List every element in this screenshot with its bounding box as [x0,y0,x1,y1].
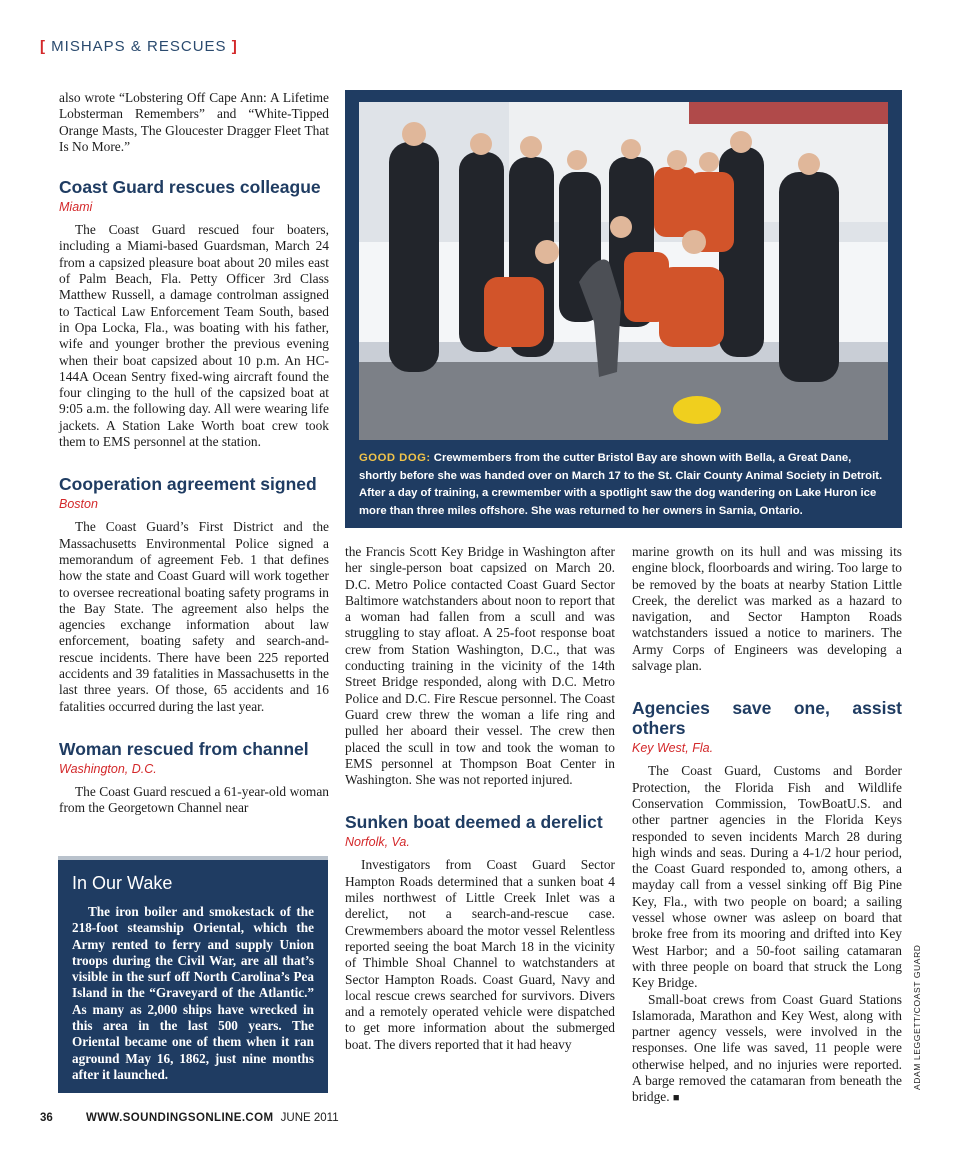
photo-caption [359,450,891,520]
bracket-close: ] [231,38,238,55]
in-our-wake-body: The iron boiler and smokestack of the 218-foot steamship Oriental, which the Army rented to ferry and supply Union troops during the Civil War, are all that’s visible in the surf off North Carolina’s Pea Island in the “Graveyard of the Atlantic.” As many as 2,000 ships have wrecked in this area in the last 500 years. The Oriental became one of them when it ran aground May 16, 1862, just nine months after it launched. [72,904,314,1082]
body-agencies-p1: The Coast Guard, Customs and Border Protection, the Florida Fish and Wildlife Conservation Commission, TowBoatU.S. and other partner agencies in the Florida Keys responded to seven incidents March 28 during high winds and seas. During a 4-1/2 hour period, the Coast Guard responded to, among others, a mayday call from a vessel sinking off Big Pine Key, Fla., with two people on board; a sailing vessel whose owner was asleep on board that broke free from its mooring and drifted into Key West Harbor; and a 50-foot sailing catamaran with three people on board that struck the Long Key Bridge. [632,763,902,991]
photo-box [345,90,902,528]
body-derelict-start: Investigators from Coast Guard Sector Hampton Roads determined that a sunken boat 4 miles northwest of Little Creek Inlet was a derelict, not a search-and-rescue case. Crewmembers aboard the motor vessel Relentless reported seeing the boat March 18 in the vicinity of Thimble Shoal Channel to watchstanders at Sector Hampton Roads. Coast Guard, Navy and local rescue crews searched for survivors. Divers and a remotely operated vehicle were dispatched to get more information about the submerged boat. The divers reported that it had heavy [345,857,615,1052]
body-cooperation: The Coast Guard’s First District and the Massachusetts Environmental Police signed a memorandum of agreement Feb. 1 that defines how the state and Coast Guard will work together to oversee recreational boating safety programs in the Bay State. The agreement also helps the agencies exchange information about law enforcement, boating safety and search-and-rescue incidents. There have been 225 reported accidents and 39 fatalities in Massachusetts in the last three years. Of those, 65 accidents and 16 fatalities occurred during the last year. [59,519,329,714]
body-agencies-p2-text: Small-boat crews from Coast Guard Stations Islamorada, Marathon and Key West, along with partner agency vessels, were involved in the responses. One life was saved, 11 people were otherwise helped, and no injuries were reported. A barge removed the catamaran from beneath the bridge. [632,991,902,1105]
section-tag [40,38,238,55]
footer-url[interactable]: WWW.SOUNDINGSONLINE.COM [86,1112,274,1124]
section-title: MISHAPS & RESCUES [51,38,227,55]
location-agencies: Key West, Fla. [632,741,714,756]
footer-issue: JUNE 2011 [280,1112,339,1124]
in-our-wake-title: In Our Wake [72,873,173,893]
end-mark-icon: ■ [672,1092,680,1105]
caption-lead: GOOD DOG: [359,452,431,464]
in-our-wake-box [58,856,328,1093]
body-channel-start: The Coast Guard rescued a 61-year-old woman from the Georgetown Channel near [59,783,329,816]
crew-photo-illustration [359,102,888,440]
page-number: 36 [40,1112,53,1124]
crew-photo [359,102,888,440]
body-agencies-p2 [632,992,902,1107]
caption-text: Crewmembers from the cutter Bristol Bay are shown with Bella, a Great Dane, shortly before she was handed over on March 17 to the St. Clair County Animal Society in Detroit. After a day of training, a crewmember with a spotlight saw the dog wandering on Lake Huron ice more than three miles offshore. She was returned to her owners in Sarnia, Ontario. [359,452,883,517]
headline-channel: Woman rescued from channel [59,738,309,759]
location-channel: Washington, D.C. [59,761,157,776]
body-channel-cont: the Francis Scott Key Bridge in Washington after her single-person boat capsized on March 20. D.C. Metro Police contacted Coast Guard Sector Baltimore watchstanders about noon to report that a woman had fallen from a scull and was struggling to stay afloat. A 25-foot response boat crew from Station Washington, D.C., that was conducting training in the vicinity of the 14th Street Bridge responded, along with D.C. Metro Police and D.C. Fire Rescue personnel. The Coast Guard crew threw the woman a life ring and pulled her aboard their vessel. The crew then placed the scull in tow and took the woman to EMS personnel at Thompson Boat Center in Washington. She was not reported injured. [345,544,615,788]
bracket-open: [ [40,38,46,55]
body-derelict-cont: marine growth on its hull and was missing its engine block, floorboards and wiring. Too large to be removed by the boats at nearby Station Little Creek, the derelict was marked as a hazard to navigation, and Sector Hampton Roads watchstanders issued a notice to mariners. The Army Corps of Engineers was developing a salvage plan. [632,544,902,674]
headline-colleague: Coast Guard rescues colleague [59,177,321,198]
headline-agencies: Agencies save one, assist others [632,698,902,739]
location-derelict: Norfolk, Va. [345,835,410,850]
photo-credit: ADAM LEGGETT/COAST GUARD [912,944,922,1090]
column-left [59,90,329,817]
column-middle [345,544,615,1053]
column-right [632,544,902,1107]
headline-cooperation: Cooperation agreement signed [59,474,317,495]
page-footer [40,1112,339,1124]
body-colleague: The Coast Guard rescued four boaters, including a Miami-based Guardsman, March 24 from a capsized pleasure boat about 20 miles east of Palm Beach, Fla. Petty Officer 3rd Class Matthew Russell, a damage controlman assigned to Tactical Law Enforcement Team South, based in Opa Locka, Fla., was boating with his father, wife and younger brother the previous evening when their boat capsized about 10 p.m. An HC-144A Ocean Sentry fixed-wing aircraft found the four clinging to the hull of the capsized boat at 9:05 a.m. the following day. All were wearing life jackets. A Station Lake Worth boat crew took them to EMS personnel at the station. [59,222,329,450]
intro-text: also wrote “Lobstering Off Cape Ann: A Lifetime Lobsterman Remembers” and “White-Tipped Orange Masts, The Gloucester Dragger Fleet That Is No More.” [59,90,329,154]
headline-derelict: Sunken boat deemed a derelict [345,812,603,833]
location-colleague: Miami [59,200,93,215]
location-cooperation: Boston [59,497,98,512]
